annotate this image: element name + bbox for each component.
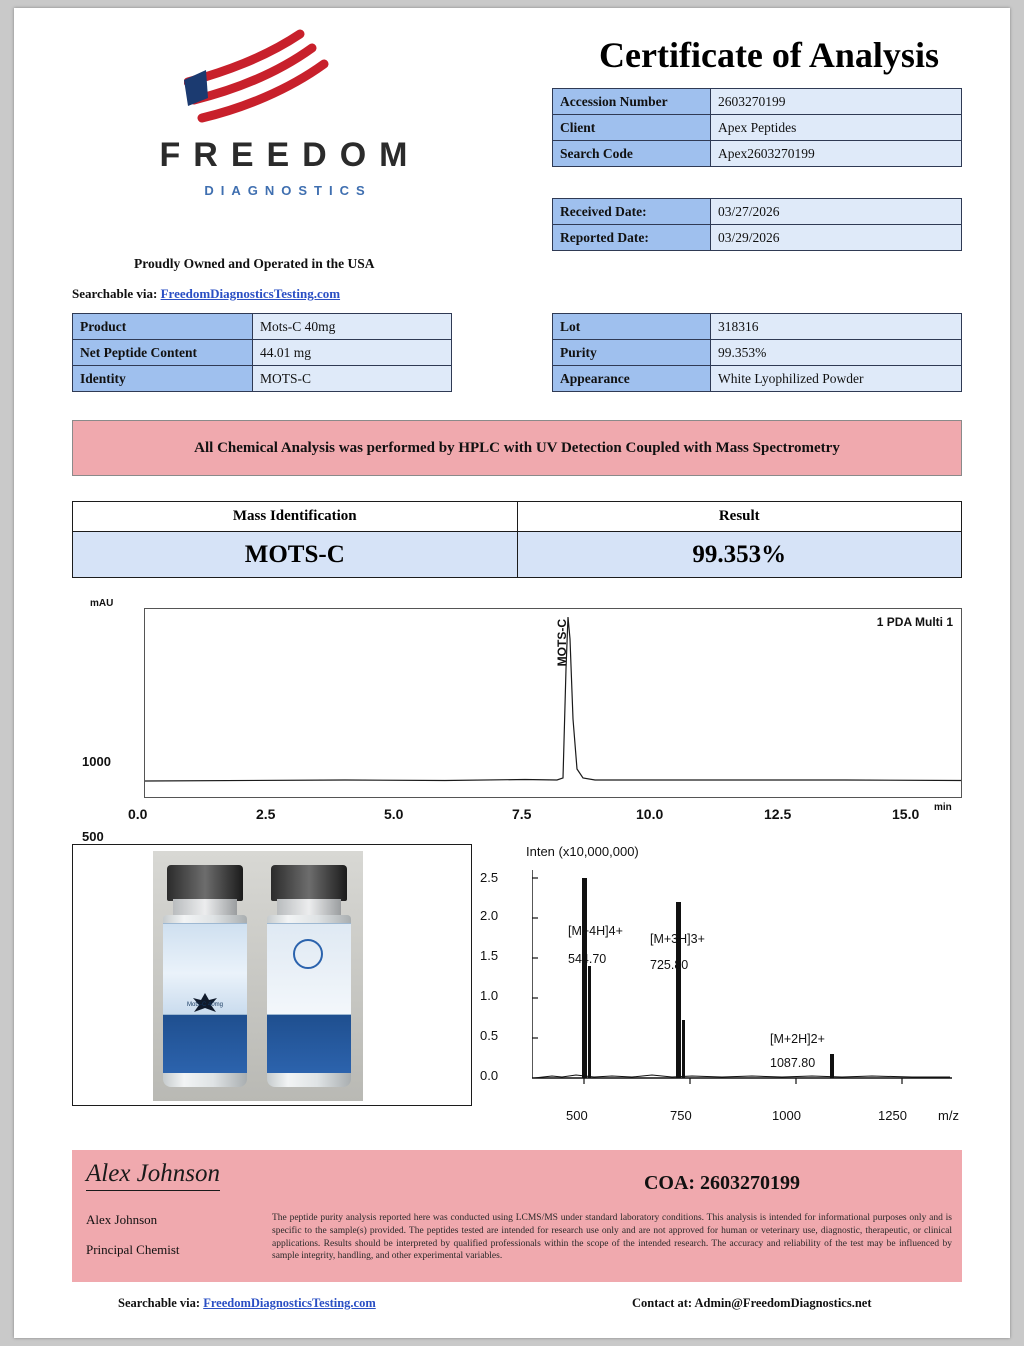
footer-band [72,1150,962,1282]
analysis-method-banner: All Chemical Analysis was performed by HPLC with UV Detection Coupled with Mass Spectrometry [72,420,962,476]
table-row [553,366,962,392]
purity-value: 99.353% [711,340,962,366]
vial-photo [153,851,363,1101]
hplc-chromatogram [72,594,962,844]
table-row [73,366,452,392]
ms-y-tick-0-5: 0.5 [480,1028,499,1043]
vial-cap [167,865,243,901]
brand-subtitle: DIAGNOSTICS [204,183,372,198]
footer-searchable-link[interactable]: FreedomDiagnosticsTesting.com [203,1296,376,1310]
mass-identification-table [72,501,962,578]
vial-back [265,865,353,1089]
search-code-value: Apex2603270199 [711,141,962,167]
table-row [73,532,962,578]
lot-table [552,313,962,392]
searchable-link[interactable]: FreedomDiagnosticsTesting.com [160,286,341,301]
hplc-y-axis-label: mAU [90,598,114,609]
product-table [72,313,452,392]
vial-label-text: Mots-C 40mg [186,1002,223,1008]
search-code-label: Search Code [553,141,711,167]
reported-date-label: Reported Date: [553,225,711,251]
ms-y-tick-2-0: 2.0 [480,908,499,923]
hplc-legend: 1 PDA Multi 1 [876,615,953,629]
table-header-row [73,502,962,532]
ms-annotation-2-label: [M+3H]3+ [650,932,705,946]
signer-name: Alex Johnson [86,1212,158,1227]
hplc-x-tick-12-5: 12.5 [764,806,792,822]
coa-number: COA: 2603270199 [643,1172,801,1194]
searchable-prefix: Searchable via: [72,286,158,301]
signature: Alex Johnson [86,1160,220,1191]
hplc-x-tick-7-5: 7.5 [512,806,532,822]
dates-table [552,198,962,251]
vial-cap [271,865,347,901]
ms-x-tick-750: 750 [670,1108,692,1123]
ms-annotation-3-label: [M+2H]2+ [770,1032,825,1046]
page-title: Certificate of Analysis [599,35,939,75]
vial-front [161,865,249,1089]
reported-date-value: 03/29/2026 [711,225,962,251]
ms-y-tick-2-5: 2.5 [480,870,499,885]
mass-identification-value: MOTS-C [73,532,518,578]
lot-label: Lot [553,314,711,340]
hplc-y-tick-1000: 1000 [82,754,111,769]
table-row [553,225,962,251]
ms-annotation-2-value: 725.80 [650,958,689,972]
table-row [553,199,962,225]
company-logo [74,28,494,198]
client-value: Apex Peptides [711,115,962,141]
identity-value: MOTS-C [253,366,452,392]
purity-label: Purity [553,340,711,366]
ms-annotation-1-value: 544.70 [568,952,607,966]
hplc-x-axis-label: min [934,802,952,813]
vial-label-back [267,923,351,1015]
table-row [553,340,962,366]
lot-value: 318316 [711,314,962,340]
hplc-plot-area [144,608,962,798]
accession-number-label: Accession Number [553,89,711,115]
brand-name: FREEDOM [159,136,421,174]
vial-photo-panel [72,844,472,1106]
identity-label: Identity [73,366,253,392]
product-value: Mots-C 40mg [253,314,452,340]
ms-y-tick-0-0: 0.0 [480,1068,499,1083]
ms-plot-area [532,870,952,1100]
table-row [73,314,452,340]
received-date-label: Received Date: [553,199,711,225]
ms-x-tick-1000: 1000 [772,1108,801,1123]
table-row [553,115,962,141]
vial-label [163,923,247,1015]
ms-y-axis-label: Inten (x10,000,000) [526,844,639,859]
disclaimer-text: The peptide purity analysis reported here was conducted using LCMS/MS under standard laboratory conditions. This analysis is intended for informational purposes only and is specific to the sample(s) provided. The peptides tested are intended for research use only and are not approved for human or veterinary use, diagnostic, therapeutic, or clinical applications. Results should be interpreted by qualified professionals within the scope of the intended research. The accuracy and reliability of the test may be influenced by sample integrity, handling, and other experimental variables. [272,1213,952,1262]
appearance-value: White Lyophilized Powder [711,366,962,392]
vial-label-blue-base [267,1015,351,1073]
accession-table [552,88,962,167]
result-value: 99.353% [517,532,962,578]
hplc-x-tick-2-5: 2.5 [256,806,276,822]
signer-title: Principal Chemist [86,1242,180,1257]
client-label: Client [553,115,711,141]
net-peptide-content-label: Net Peptide Content [73,340,253,366]
flag-swoosh-icon [74,28,494,136]
hplc-x-tick-0: 0.0 [128,806,148,822]
ms-x-tick-500: 500 [566,1108,588,1123]
mass-spectrum-chart [480,844,970,1144]
hplc-x-tick-10: 10.0 [636,806,664,822]
received-date-value: 03/27/2026 [711,199,962,225]
table-row [553,314,962,340]
certificate-page [14,8,1010,1338]
ms-annotation-3-value: 1087.80 [770,1056,816,1070]
hplc-peak-label: MOTS-C [555,619,569,667]
table-row [73,340,452,366]
ms-x-axis-label: m/z [938,1108,959,1123]
proudly-owned-text: Proudly Owned and Operated in the USA [134,256,375,271]
mass-identification-header: Mass Identification [73,502,518,532]
vial-label-blue-base [163,1015,247,1073]
vial-seal-icon [293,939,323,969]
product-label: Product [73,314,253,340]
ms-y-tick-1-0: 1.0 [480,988,499,1003]
document-header [14,8,1010,386]
table-row [553,141,962,167]
footer-searchable-prefix: Searchable via: [118,1296,201,1310]
footer-contact: Contact at: Admin@FreedomDiagnostics.net [632,1296,872,1310]
hplc-x-tick-15: 15.0 [892,806,920,822]
hplc-x-tick-5: 5.0 [384,806,404,822]
ms-x-tick-1250: 1250 [878,1108,907,1123]
hplc-y-tick-500: 500 [82,829,104,844]
accession-number-value: 2603270199 [711,89,962,115]
result-header: Result [517,502,962,532]
footer-searchable [118,1296,376,1311]
table-row [553,89,962,115]
net-peptide-content-value: 44.01 mg [253,340,452,366]
appearance-label: Appearance [553,366,711,392]
ms-y-tick-1-5: 1.5 [480,948,499,963]
searchable-via-top [72,286,340,302]
ms-annotation-1-label: [M+4H]4+ [568,924,623,938]
